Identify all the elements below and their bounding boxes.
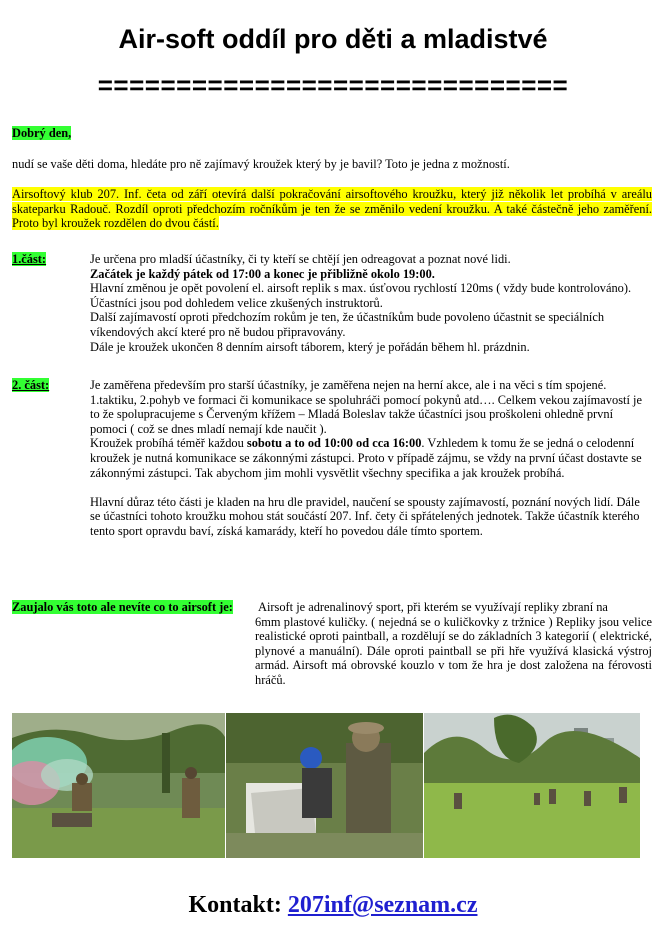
photo-players-portrait [226, 713, 423, 858]
question-label [12, 600, 233, 615]
part2-schedule-time: sobotu a to od 10:00 od cca 16:00 [246, 436, 422, 451]
part2-paragraph: Hlavní důraz této části je kladen na hru dle pravidel, naučení se spousty zajímavostí, poznání nových lidí. Dále se účastníci tohoto kroužku mohou stát součástí 207. Inf. čety či spřátelených jednotek. Takže účastník kterého tento sport opravdu baví, získá kamarády, kteří ho povedou dále tímto sportem. [90, 494, 640, 538]
greeting-text: Dobrý den, [12, 126, 72, 140]
part1-label [12, 252, 46, 267]
contact-line [0, 890, 666, 920]
photo-open-field [424, 713, 640, 858]
part2-label [12, 378, 49, 393]
greeting [12, 126, 71, 141]
part1-schedule: Začátek je každý pátek od 17:00 a konec je přibližně okolo 19:00. [90, 266, 435, 281]
contact-label: Kontakt: [188, 892, 282, 918]
part2-schedule-c: . Vzhledem k tomu že se jedná o celodenní kroužek je nutná komunikace se zákonnými zástupci. Proto v případě zájmu, se vždy na první účast dostavte se zákonnými zástupci. Tak abychom jim mohli vysvětlit všechny specifika a jak kroužek probíhá. [90, 436, 642, 480]
part1-label-text: 1.část: [12, 252, 47, 266]
contact-email-link[interactable]: 207inf@seznam.cz [287, 892, 478, 918]
question-answer-first-line: Airsoft je adrenalinový sport, při kterém se využívají repliky zbraní na [258, 600, 608, 614]
part2-schedule-a: Kroužek probíhá téměř každou [90, 436, 247, 451]
question-label-text: Zaujalo vás toto ale nevíte co to airsoft je: [12, 600, 233, 614]
intro-paragraph: nudí se vaše děti doma, hledáte pro ně zajímavý kroužek který by je bavil? Toto je jedna z možností. [12, 157, 510, 171]
part2-schedule-paragraph [90, 436, 652, 480]
club-paragraph [12, 187, 652, 231]
club-paragraph-text: Airsoftový klub 207. Inf. četa od září otevírá další pokračování airsoftového kroužku, který již několik let probíhá v areálu skateparku Radouč. Rozdíl oproti předchozím ročníkům je ten že se změnilo vedení kroužku. A také částečně jeho zaměření. Proto byl kroužek rozdělen do dvou částí. [12, 187, 652, 231]
part1-line: Hlavní změnou je opět povolení el. airsoft replik s max. úsťovou rychlostí 120ms ( vždy bude kontrolováno). Účastníci jsou pod dohledem velice zkušených instruktorů. [90, 281, 632, 310]
part2-paragraph: Je zaměřena především pro starší účastníky, je zaměřena nejen na herní akce, ale i na věci s tím spojené. 1.taktiku, 2.pohyb ve formaci či komunikace se spoluhráči pomocí pokynů atd…. Celkem vekou zajímavostí je to že spolupracujeme s Červeným křížem – Mladá Boleslav takže účastníci jsou proškoleni ohledně první pomoci ( což se dnes mladí nemají kde naučit ). [90, 378, 642, 436]
part1-body [90, 252, 652, 354]
part1-line: Je určena pro mladší účastníky, či ty kteří se chtějí jen odreagovat a poznat nové lidi. [90, 252, 511, 266]
part2-body [90, 378, 652, 539]
question-answer: 6mm plastové kuličky. ( nejedná se o kuličkovky z tržnice ) Repliky jsou velice realistické oproti paintball, a rozdělují se do základních 3 kategorií ( elektrické, plynové a manuální). Dále oproti paintball se při hře využívá klasická výstroj armád. Airsoft má obrovské kouzlo v tom že hra je dost založena na férovosti hráčů. [255, 614, 652, 687]
title-separator: ============================== [97, 70, 569, 100]
part2-label-text: 2. část: [12, 378, 50, 392]
part1-line: Další zajímavostí oproti předchozím rokům je ten, že účastníkům bude povoleno účastnit se speciálních víkendových akcí které pro ně budou připravovány. [90, 310, 605, 339]
photo-smoke-field [12, 713, 225, 858]
part1-line: Dále je kroužek ukončen 8 denním airsoft táborem, který je pořádán během hl. prázdnin. [90, 339, 530, 354]
page-title: Air-soft oddíl pro děti a mladistvé [118, 24, 548, 54]
